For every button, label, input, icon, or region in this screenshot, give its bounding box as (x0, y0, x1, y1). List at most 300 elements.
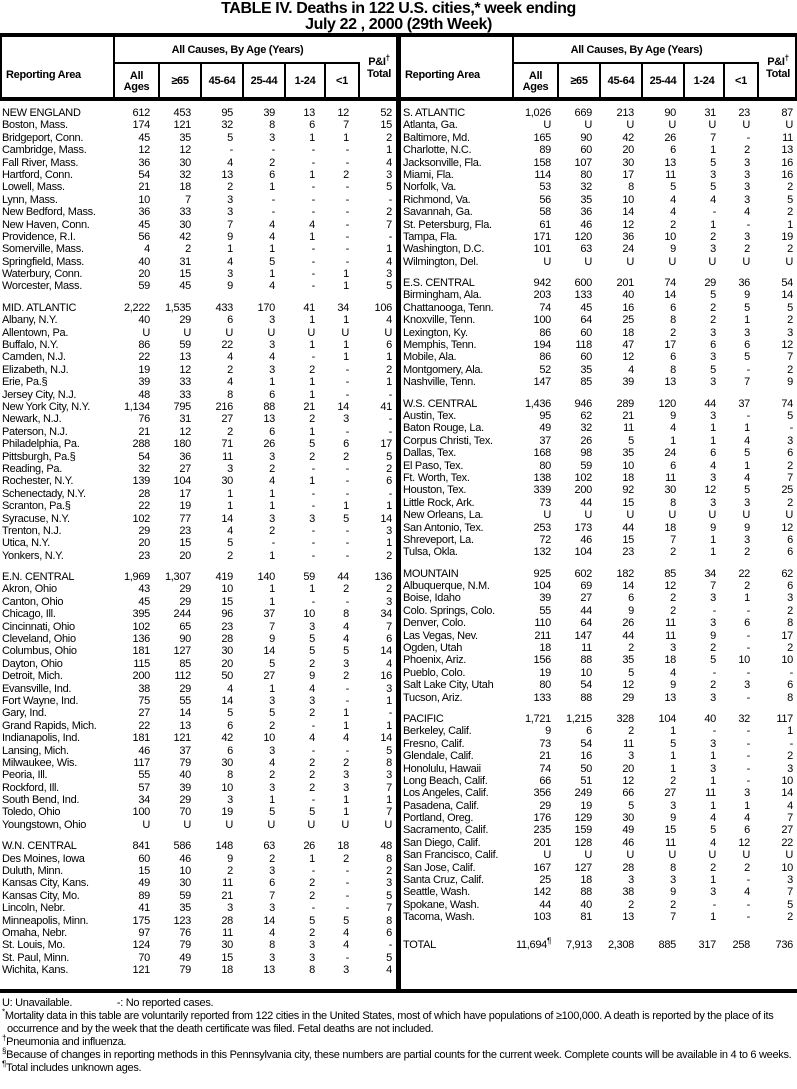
reporting-area-cell: Schenectady, N.Y. (2, 487, 86, 500)
value-cell: - (746, 604, 750, 617)
value-cell: 20 (138, 268, 150, 281)
value-cell: 2 (343, 450, 349, 463)
value-cell: 5 (710, 824, 716, 837)
value-cell: 12 (622, 679, 634, 692)
value-cell: 2 (787, 314, 793, 327)
value-cell: 4 (227, 524, 233, 537)
value-cell: 29 (179, 794, 191, 807)
section-gap (401, 268, 797, 277)
reporting-area-cell: Denver, Colo. (403, 617, 466, 630)
value-cell: 19 (179, 500, 191, 513)
reporting-area-cell: Cleveland, Ohio (2, 633, 76, 646)
value-cell: 18 (337, 840, 349, 853)
value-cell: 3 (343, 413, 349, 426)
region-total-row (401, 713, 797, 725)
value-cell: 25 (781, 484, 793, 497)
value-cell: 3 (386, 682, 392, 695)
value-cell: 5 (744, 484, 750, 497)
value-cell: 22 (221, 339, 233, 352)
reporting-area-cell: Austin, Tex. (403, 409, 457, 422)
table-row (401, 256, 797, 268)
value-cell: 15 (138, 865, 150, 878)
value-cell: 120 (658, 397, 676, 410)
value-cell: 173 (574, 521, 592, 534)
value-cell: 2 (386, 462, 392, 475)
reporting-area-cell: Wichita, Kans. (2, 964, 69, 977)
value-cell: 30 (179, 156, 191, 169)
reporting-area-cell: Omaha, Nebr. (2, 927, 67, 939)
value-cell: 15 (221, 595, 233, 608)
value-cell: 11 (665, 836, 676, 849)
reporting-area-cell: Birmingham, Ala. (403, 289, 482, 302)
value-cell: 88 (580, 654, 592, 667)
value-cell: 2 (787, 642, 793, 655)
value-cell: - (311, 351, 315, 364)
value-cell: 39 (263, 107, 275, 119)
value-cell: 2 (309, 769, 315, 782)
value-cell: 14 (380, 645, 392, 658)
value-cell: 121 (132, 964, 150, 977)
value-cell: 1 (269, 500, 275, 513)
table-row (0, 219, 396, 231)
value-cell: 3 (343, 769, 349, 782)
value-cell: 20 (221, 657, 233, 670)
value-cell: 14 (221, 512, 233, 525)
reporting-area-cell: Baton Rouge, La. (403, 422, 484, 435)
value-cell: 1 (343, 719, 349, 732)
value-cell: 3 (269, 339, 275, 352)
value-cell: 1 (710, 911, 716, 924)
col-header-lt1: <1 (326, 64, 360, 99)
value-cell: - (746, 898, 750, 911)
value-cell: 6 (787, 679, 793, 692)
value-cell: 132 (533, 546, 551, 559)
value-cell: 9 (670, 679, 676, 692)
value-cell: 26 (263, 438, 275, 451)
value-cell: 12 (781, 521, 793, 534)
value-cell: 86 (539, 326, 551, 339)
value-cell: 7 (670, 533, 676, 546)
table-row (0, 206, 396, 218)
value-cell: 12 (622, 218, 634, 231)
table-row (0, 745, 396, 757)
value-cell: 30 (179, 218, 191, 231)
value-cell: 168 (533, 447, 551, 460)
value-cell: 22 (781, 836, 793, 849)
value-cell: - (311, 144, 315, 157)
reporting-area-cell: Elizabeth, N.J. (2, 363, 69, 376)
value-cell: 57 (138, 781, 150, 794)
table-row (0, 670, 396, 682)
value-cell: 2 (787, 911, 793, 924)
footnote: ¶Total includes unknown ages. (2, 1059, 142, 1074)
value-cell: 88 (580, 691, 592, 704)
value-cell: 4 (744, 206, 750, 219)
reporting-area-cell: E.S. CENTRAL (403, 277, 475, 290)
reporting-area-cell: San Diego, Calif. (403, 836, 481, 849)
value-cell: 8 (628, 181, 634, 194)
value-cell: 11,694¶ (515, 935, 551, 951)
table-row (0, 280, 396, 292)
value-cell: U (626, 119, 634, 132)
value-cell: 3 (269, 450, 275, 463)
value-cell: 1 (744, 459, 750, 472)
value-cell: - (311, 902, 315, 915)
value-cell: 3 (343, 657, 349, 670)
value-cell: 5 (386, 951, 392, 964)
value-cell: 52 (539, 363, 551, 376)
value-cell: 6 (787, 546, 793, 559)
col-header-45-64: 45-64 (601, 64, 643, 99)
table-row (401, 144, 797, 156)
value-cell: 4 (744, 434, 750, 447)
region-total-row (401, 568, 797, 580)
value-cell: 77 (179, 512, 191, 525)
value-cell: 56 (539, 193, 551, 206)
table-row (401, 725, 797, 737)
value-cell: - (345, 902, 349, 915)
value-cell: 3 (227, 902, 233, 915)
all-causes-header: All Causes, By Age (Years) (115, 37, 360, 64)
value-cell: 1 (227, 500, 233, 513)
value-cell: U (742, 119, 750, 132)
value-cell: U (668, 255, 676, 268)
value-cell: U (543, 119, 551, 132)
value-cell: 10 (664, 230, 676, 243)
value-cell: 39 (622, 376, 634, 389)
value-cell: 3 (710, 243, 716, 256)
value-cell: 54 (580, 679, 592, 692)
value-cell: 11 (782, 131, 793, 144)
value-cell: 6 (710, 447, 716, 460)
value-cell: 56 (138, 230, 150, 243)
value-cell: 288 (132, 438, 150, 451)
value-cell: - (311, 537, 315, 550)
value-cell: 1 (309, 131, 315, 144)
value-cell: 176 (533, 812, 551, 825)
reporting-area-cell: Chattanooga, Tenn. (403, 301, 494, 314)
value-cell: 156 (533, 654, 551, 667)
value-cell: 138 (533, 471, 551, 484)
reporting-area-cell: Indianapolis, Ind. (2, 732, 80, 745)
value-cell: 4 (744, 812, 750, 825)
value-cell: 2 (787, 496, 793, 509)
value-cell: 33 (179, 376, 191, 389)
value-cell: 1 (269, 682, 275, 695)
value-cell: 2 (670, 774, 676, 787)
value-cell: 33 (179, 206, 191, 219)
value-cell: 5 (710, 181, 716, 194)
value-cell: 89 (539, 144, 551, 157)
value-cell: 10 (179, 865, 191, 878)
table-row (401, 484, 797, 496)
value-cell: 12 (664, 580, 676, 593)
value-cell: 9 (670, 243, 676, 256)
value-cell: 29 (622, 691, 634, 704)
value-cell: 1 (343, 268, 349, 281)
value-cell: 27 (179, 462, 191, 475)
value-cell: 2 (787, 604, 793, 617)
value-cell: 2 (787, 459, 793, 472)
footnote: *Mortality data in this table are voluntarily reported from 122 cities in the United States, most of which have populations of ≥100,000. A death is reported by the place of its occurrence and by the week that the death certificate was filed. Fetal deaths are not included. (2, 1007, 774, 1035)
value-cell: 14 (263, 645, 275, 658)
value-cell: 2 (309, 707, 315, 720)
value-cell: 4 (269, 351, 275, 364)
value-cell: 3 (744, 230, 750, 243)
value-cell: 73 (539, 496, 551, 509)
value-cell: - (345, 376, 349, 389)
value-cell: - (746, 911, 750, 924)
value-cell: 37 (263, 608, 275, 621)
value-cell: 40 (138, 255, 150, 268)
value-cell: 3 (343, 964, 349, 977)
value-cell: - (388, 413, 392, 426)
value-cell: 3 (227, 206, 233, 219)
value-cell: 95 (539, 409, 551, 422)
section-gap (401, 559, 797, 568)
value-cell: 3 (343, 781, 349, 794)
value-cell: U (341, 326, 349, 339)
reporting-area-cell: Berkeley, Calif. (403, 725, 472, 738)
value-cell: - (311, 255, 315, 268)
value-cell: U (785, 119, 793, 132)
table-row (0, 806, 396, 818)
value-cell: - (345, 218, 349, 231)
reporting-area-cell: Lansing, Mich. (2, 744, 69, 757)
value-cell: 70 (179, 806, 191, 819)
value-cell: 1 (670, 434, 676, 447)
value-cell: 11 (665, 617, 676, 630)
value-cell: - (746, 750, 750, 763)
reporting-area-cell: San Jose, Calif. (403, 861, 476, 874)
table-row (401, 509, 797, 521)
value-cell: 58 (539, 206, 551, 219)
value-cell: 44 (580, 604, 592, 617)
value-cell: - (311, 549, 315, 562)
value-cell: 12 (179, 144, 191, 157)
reporting-area-cell: PACIFIC (403, 712, 444, 725)
value-cell: 39 (539, 592, 551, 605)
value-cell: 5 (628, 434, 634, 447)
value-cell: 42 (179, 230, 191, 243)
value-cell: 33 (179, 388, 191, 401)
reporting-area-cell: Des Moines, Iowa (2, 852, 85, 865)
table-row (401, 364, 797, 376)
value-cell: 90 (664, 107, 676, 119)
value-cell: 2 (227, 363, 233, 376)
value-cell: 7 (787, 886, 793, 899)
value-cell: 80 (580, 168, 592, 181)
value-cell: 8 (670, 861, 676, 874)
table-row (401, 243, 797, 255)
value-cell: - (345, 744, 349, 757)
table-row (401, 617, 797, 629)
value-cell: 3 (386, 769, 392, 782)
value-cell: - (746, 131, 750, 144)
table-row (401, 849, 797, 861)
value-cell: 36 (138, 156, 150, 169)
value-cell: 253 (533, 521, 551, 534)
value-cell: 11 (222, 877, 233, 890)
value-cell: 1 (787, 218, 793, 231)
value-cell: 3 (787, 874, 793, 887)
value-cell: - (345, 363, 349, 376)
table-row (401, 592, 797, 604)
value-cell: 158 (533, 156, 551, 169)
value-cell: 13 (664, 691, 676, 704)
value-cell: 6 (386, 339, 392, 352)
value-cell: 8 (386, 756, 392, 769)
value-cell: 10 (580, 666, 592, 679)
table-row (401, 376, 797, 388)
table-row (0, 819, 396, 831)
value-cell: 5 (628, 799, 634, 812)
table-row (0, 769, 396, 781)
col-header-25-44: 25-44 (643, 64, 685, 99)
value-cell: 2 (269, 719, 275, 732)
value-cell: 3 (269, 781, 275, 794)
value-cell: 1 (744, 314, 750, 327)
value-cell: 30 (221, 939, 233, 952)
value-cell: 159 (574, 824, 592, 837)
reporting-area-cell: Cincinnati, Ohio (2, 620, 75, 633)
value-cell: 47 (622, 339, 634, 352)
value-cell: - (789, 422, 793, 435)
value-cell: 32 (179, 168, 191, 181)
value-cell: 5 (744, 447, 750, 460)
value-cell: 18 (580, 874, 592, 887)
value-cell: 45 (138, 218, 150, 231)
reporting-area-cell: Lexington, Ky. (403, 326, 468, 339)
value-cell: 433 (215, 301, 233, 314)
value-cell: 3 (309, 951, 315, 964)
value-cell: 7 (744, 376, 750, 389)
value-cell: 9 (744, 521, 750, 534)
value-cell: 1 (309, 388, 315, 401)
value-cell: 21 (303, 400, 315, 413)
value-cell: 23 (622, 546, 634, 559)
value-cell: 3 (710, 471, 716, 484)
table-row (401, 219, 797, 231)
value-cell: 453 (173, 107, 191, 119)
table-row (401, 302, 797, 314)
value-cell: 2 (269, 852, 275, 865)
age-subheaders (514, 64, 759, 99)
value-cell: - (345, 865, 349, 878)
value-cell: - (311, 243, 315, 256)
reporting-area-cell: Pittsburgh, Pa.§ (2, 450, 76, 463)
value-cell: 104 (533, 580, 551, 593)
value-cell: 50 (221, 670, 233, 683)
value-cell: 5 (269, 707, 275, 720)
age-group-header (115, 37, 360, 99)
value-cell: 6 (744, 339, 750, 352)
value-cell: 3 (710, 886, 716, 899)
value-cell: 3 (670, 642, 676, 655)
value-cell: - (345, 877, 349, 890)
table-title (0, 0, 797, 33)
value-cell: 60 (580, 351, 592, 364)
value-cell: 3 (710, 691, 716, 704)
value-cell: 2 (386, 206, 392, 219)
table-row (0, 621, 396, 633)
reporting-area-cell: Montgomery, Ala. (403, 363, 483, 376)
value-cell: - (345, 694, 349, 707)
value-cell: 328 (616, 712, 634, 725)
value-cell: - (311, 280, 315, 293)
value-cell: 10 (738, 654, 750, 667)
value-cell: 2 (744, 243, 750, 256)
table-row (401, 750, 797, 762)
age-group-header (514, 37, 759, 99)
value-cell: 54 (138, 450, 150, 463)
value-cell: 65 (179, 620, 191, 633)
reporting-area-cell: Gary, Ind. (2, 707, 47, 720)
value-cell: 147 (574, 629, 592, 642)
value-cell: 7 (269, 620, 275, 633)
reporting-area-cell: Providence, R.I. (2, 230, 76, 243)
table-row (0, 339, 396, 351)
value-cell: 29 (179, 583, 191, 596)
value-cell: U (384, 818, 392, 831)
table-row (401, 460, 797, 472)
value-cell: 32 (221, 119, 233, 132)
table-row (0, 438, 396, 450)
table-row (0, 596, 396, 608)
reporting-area-cell: Richmond, Va. (403, 193, 471, 206)
value-cell: 6 (227, 719, 233, 732)
reporting-area-cell: Toledo, Ohio (2, 806, 61, 819)
reporting-area-cell: Seattle, Wash. (403, 886, 470, 899)
table-row (0, 683, 396, 695)
value-cell: 15 (380, 119, 392, 132)
value-cell: 1,535 (164, 301, 191, 314)
value-cell: 395 (132, 608, 150, 621)
value-cell: 4 (628, 363, 634, 376)
table-row (0, 231, 396, 243)
value-cell: U (142, 326, 150, 339)
value-cell: 16 (580, 750, 592, 763)
value-cell: 2 (309, 756, 315, 769)
value-cell: 45 (179, 280, 191, 293)
table-title-line2: July 22 , 2000 (29th Week) (305, 16, 492, 33)
reporting-area-cell: Erie, Pa.§ (2, 376, 48, 389)
value-cell: - (712, 666, 716, 679)
value-cell: 4 (269, 927, 275, 939)
value-cell: 5 (269, 657, 275, 670)
value-cell: 3 (710, 351, 716, 364)
value-cell: U (708, 509, 716, 522)
value-cell: - (746, 218, 750, 231)
value-cell: 54 (781, 277, 793, 290)
value-cell: 1 (710, 218, 716, 231)
value-cell: - (345, 462, 349, 475)
reporting-area-cell: W.S. CENTRAL (403, 397, 478, 410)
col-header-1-24: 1-24 (685, 64, 725, 99)
value-cell: - (271, 144, 275, 157)
value-cell: 2 (227, 425, 233, 438)
value-cell: 59 (179, 889, 191, 902)
value-cell: 2 (670, 218, 676, 231)
value-cell: 2 (670, 326, 676, 339)
value-cell: 946 (574, 397, 592, 410)
value-cell: 17 (622, 168, 634, 181)
value-cell: U (708, 119, 716, 132)
value-cell: 2 (744, 580, 750, 593)
value-cell: 201 (616, 277, 634, 290)
value-cell: 4 (227, 351, 233, 364)
reporting-area-cell: Evansville, Ind. (2, 682, 72, 695)
